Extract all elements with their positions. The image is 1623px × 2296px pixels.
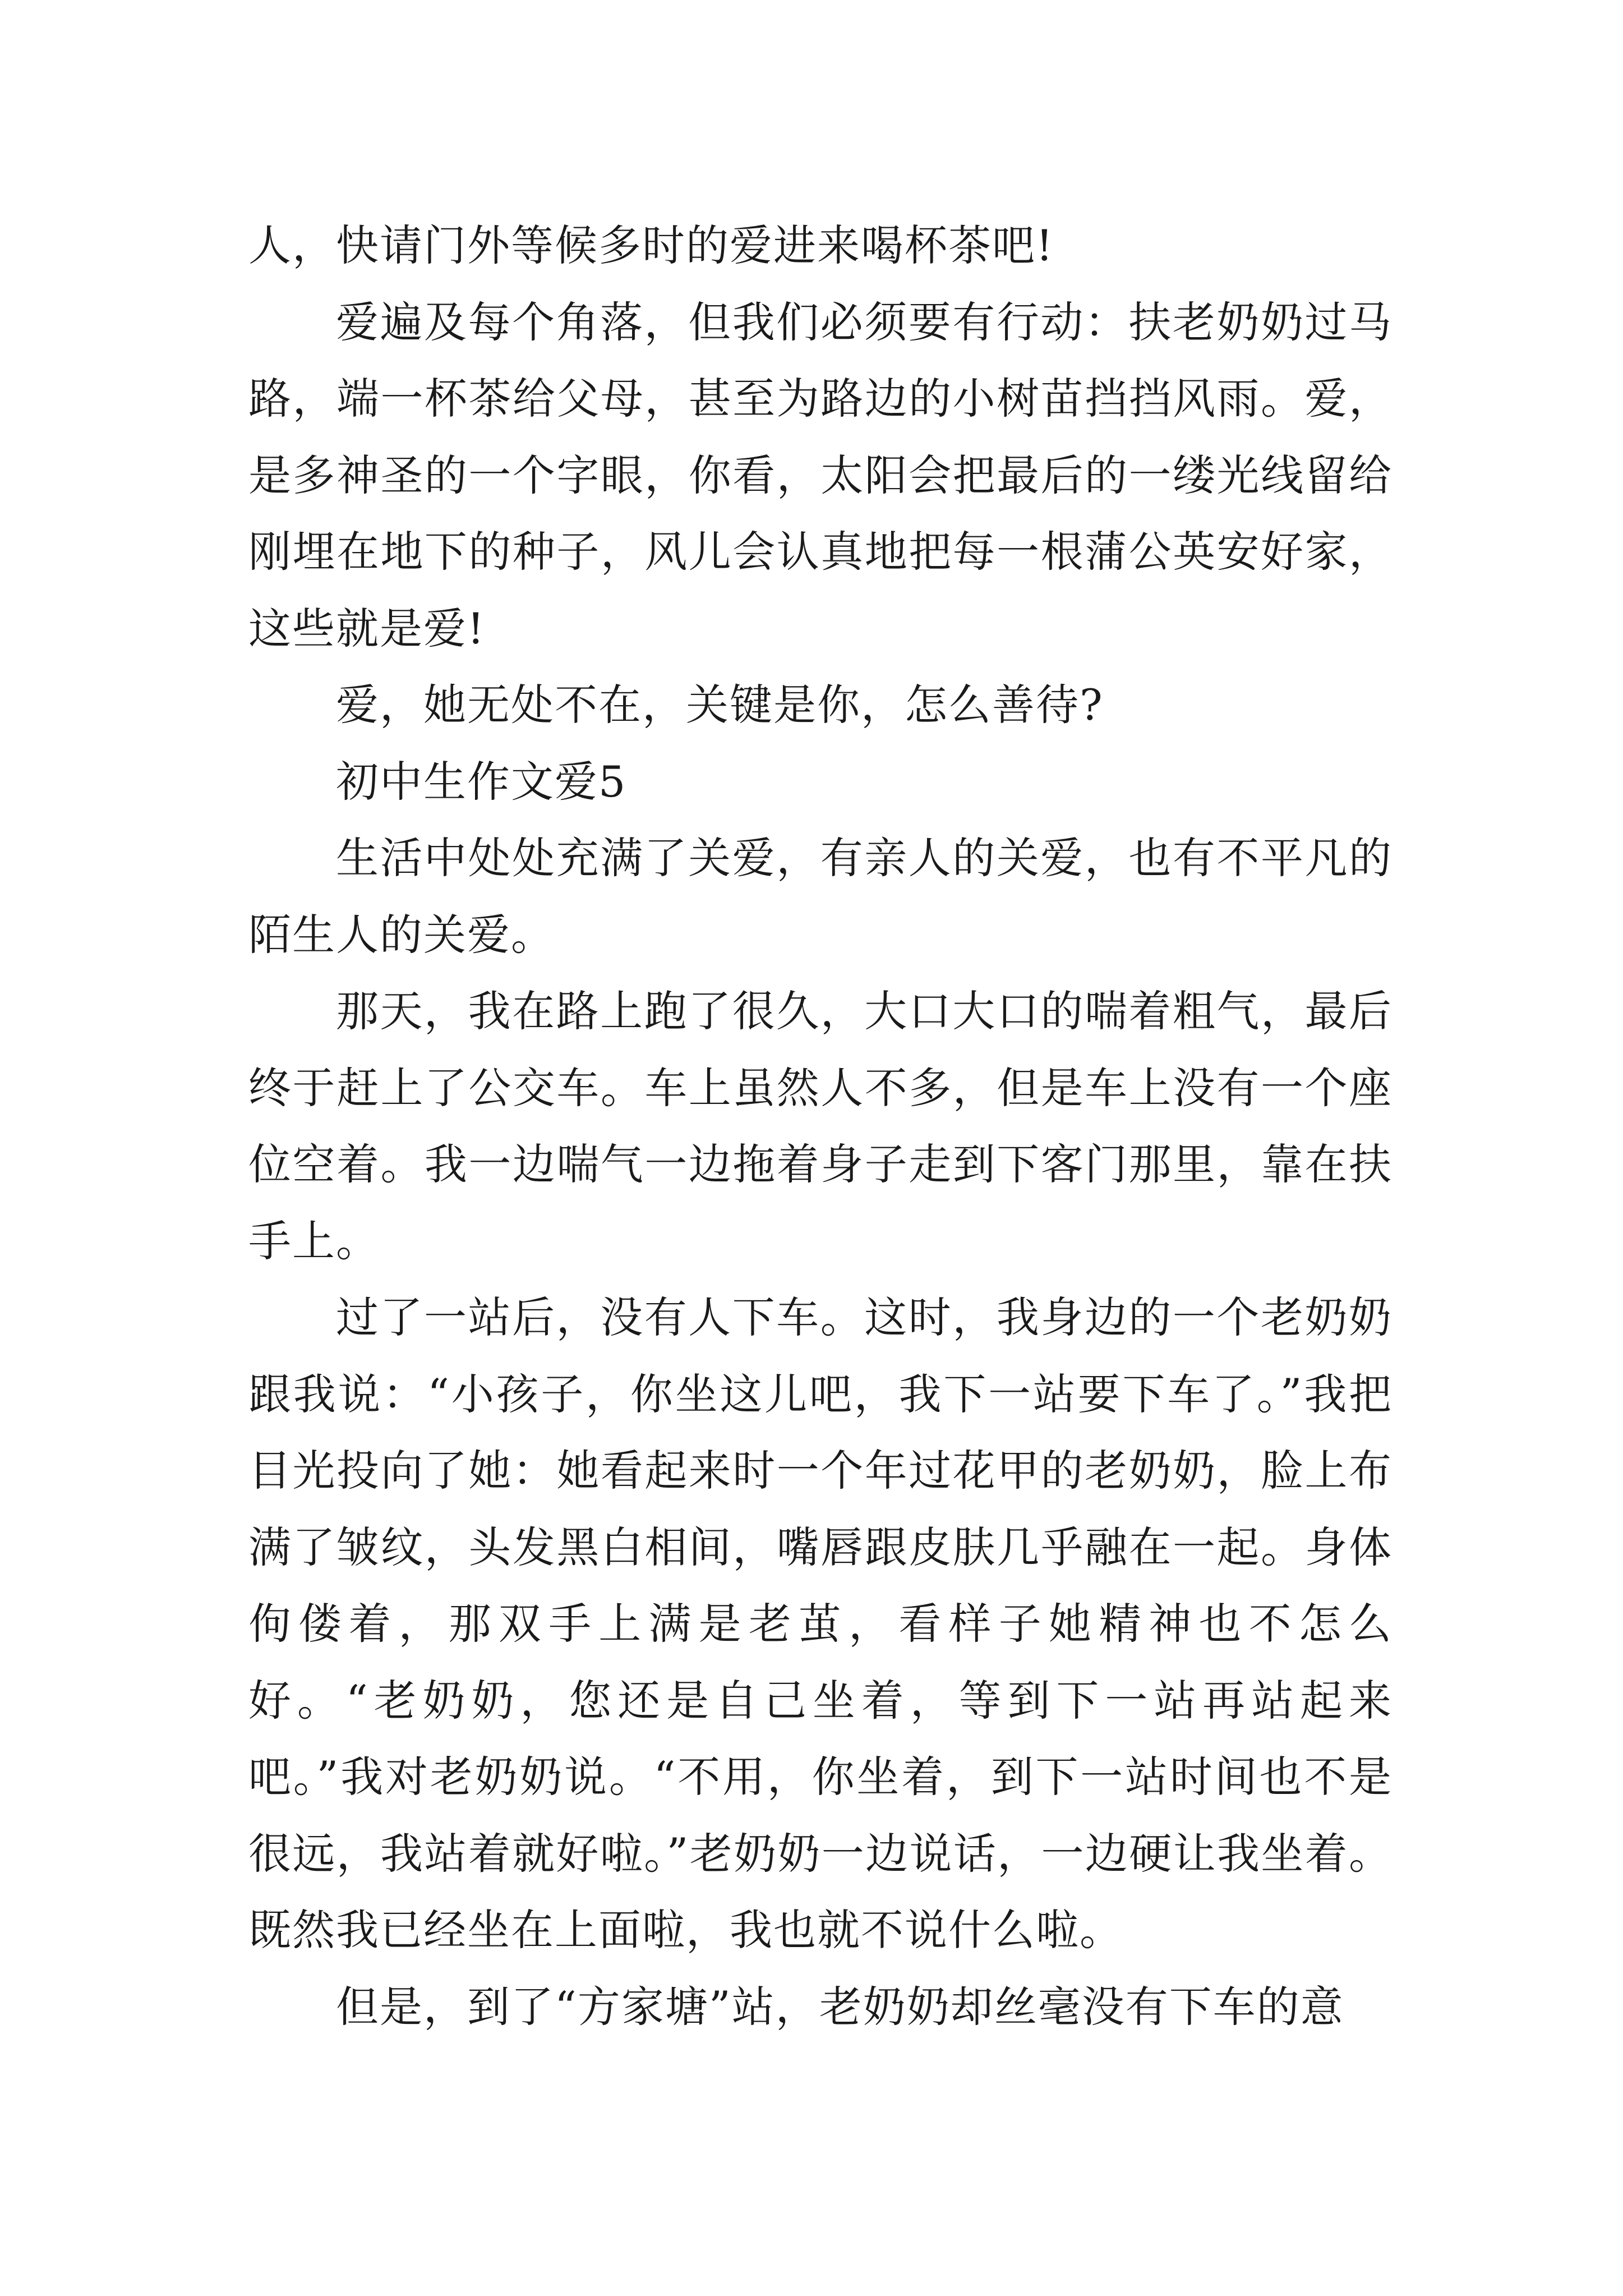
paragraph-love-everywhere: 爱遍及每个角落，但我们必须要有行动：扶老奶奶过马路，端一杯茶给父母，甚至为路边的小树苗挡挡风雨。爱，是多神圣的一个字眼，你看，太阳会把最后的一缕光线留给刚埋在地下的种子，风儿会认真地把每一根蒲公英安好家，这些就是爱!: [248, 297, 1393, 654]
document-body: [248, 208, 1393, 2045]
paragraph-intro: 生活中处处充满了关爱，有亲人的关爱，也有不平凡的陌生人的关爱。: [248, 833, 1393, 960]
paragraph-continuation: 人，快请门外等候多时的爱进来喝杯茶吧!: [248, 220, 1054, 270]
essay-title: 初中生作文爱5: [336, 756, 627, 807]
paragraph-love-question: 爱，她无处不在，关键是你，怎么善待?: [336, 680, 1104, 730]
paragraph-fangjiatang: 但是，到了“方家塘”站，老奶奶却丝毫没有下车的意: [336, 1981, 1344, 2032]
paragraph-grandma: 过了一站后，没有人下车。这时，我身边的一个老奶奶跟我说：“小孩子，你坐这儿吧，我下一站要下车了。”我把目光投向了她：她看起来时一个年过花甲的老奶奶，脸上布满了皱纹，头发黑白相间，嘴唇跟皮肤几乎融在一起。身体佝偻着，那双手上满是老茧，看样子她精神也不怎么好。“老奶奶，您还是自己坐着，等到下一站再站起来吧。”我对老奶奶说。“不用，你坐着，到下一站时间也不是很远，我站着就好啦。”老奶奶一边说话，一边硬让我坐着。既然我已经坐在上面啦，我也就不说什么啦。: [248, 1292, 1393, 1955]
paragraph-bus: 那天，我在路上跑了很久，大口大口的喘着粗气，最后终于赶上了公交车。车上虽然人不多，但是车上没有一个座位空着。我一边喘气一边拖着身子走到下客门那里，靠在扶手上。: [248, 986, 1393, 1266]
